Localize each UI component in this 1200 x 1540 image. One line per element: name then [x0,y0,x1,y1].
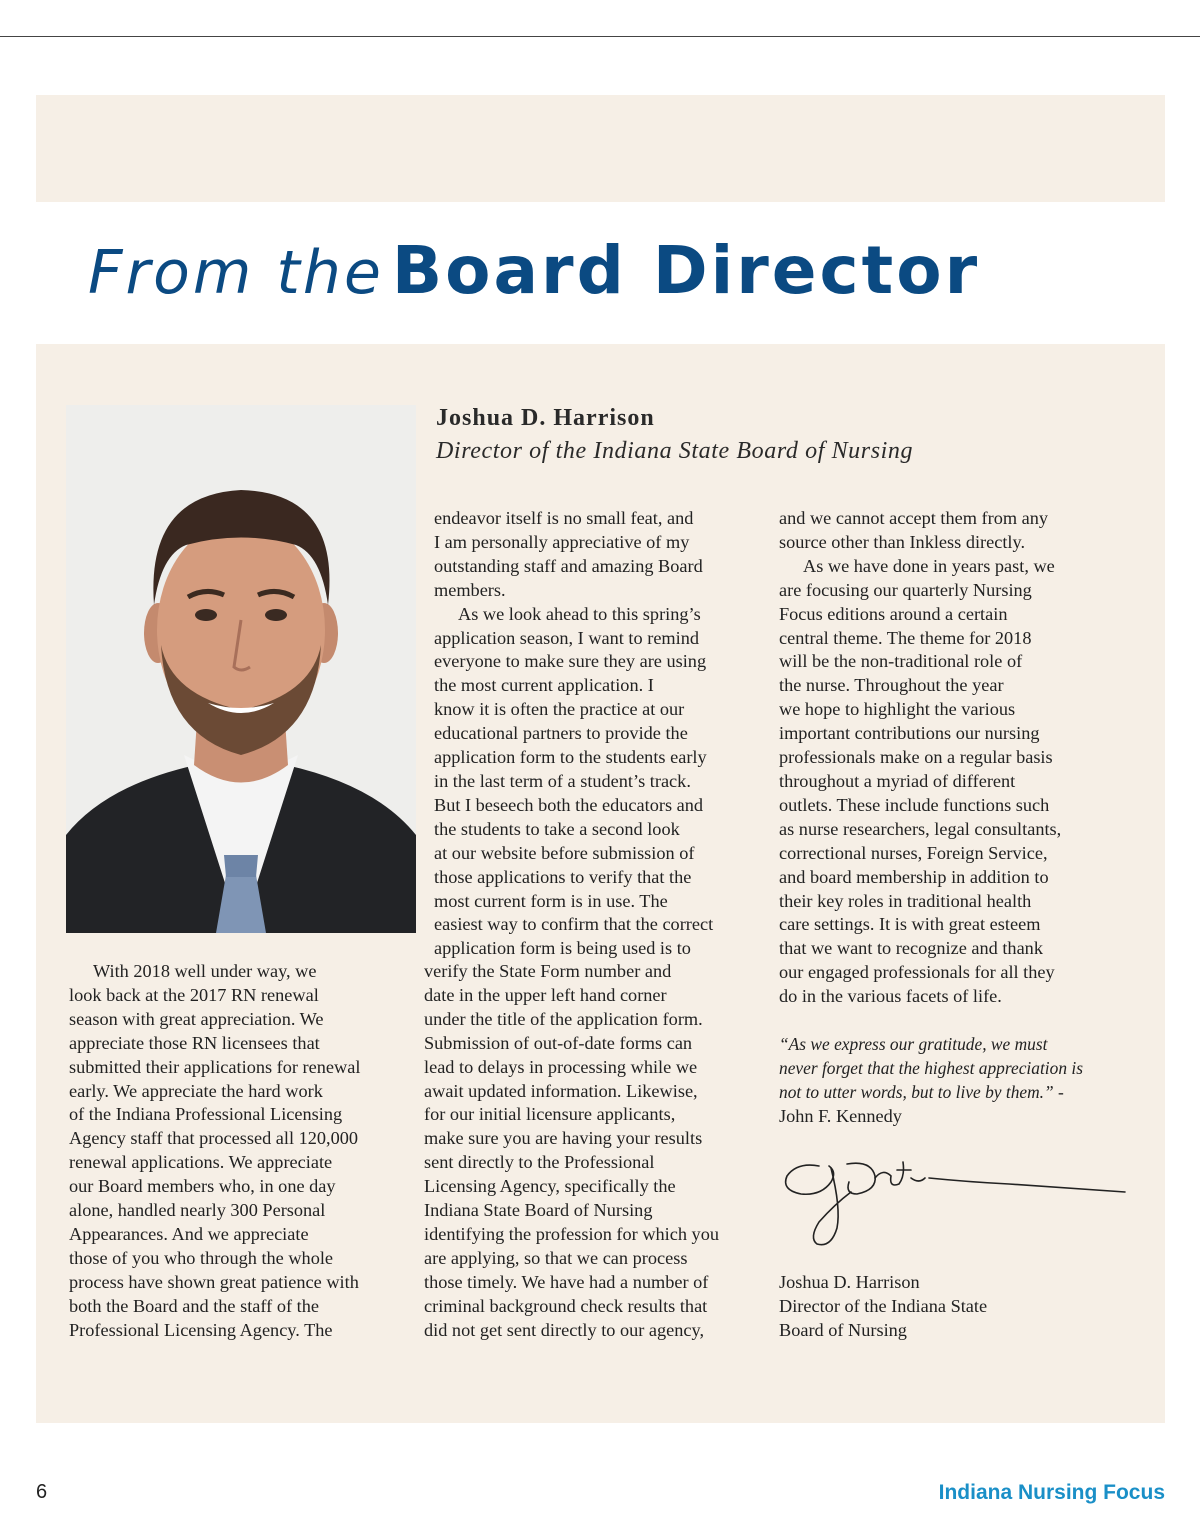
text-line: Submission of out-of-date forms can [424,1032,693,1053]
text-line: application season, I want to remind [434,627,700,648]
text-line: Appearances. And we appreciate [69,1223,309,1244]
text-line: endeavor itself is no small feat, and [434,508,694,528]
text-line: appreciate those RN licensees that [69,1032,320,1053]
text-line: will be the non-traditional role of [779,651,1023,672]
quote-block [779,1032,1124,1128]
signoff-name: Joshua D. Harrison [779,1272,920,1292]
signoff-title: Board of Nursing [779,1319,907,1340]
text-line: application form is being used is to [434,938,691,959]
text-line: outlets. These include functions such [779,794,1050,815]
article-column-2-top [434,507,774,961]
text-line: under the title of the application form. [424,1008,703,1029]
text-line: outstanding staff and amazing Board [434,555,703,576]
text-line: are applying, so that we can process [424,1247,688,1268]
text-line: correctional nurses, Foreign Service, [779,842,1048,863]
text-line: process have shown great patience with [69,1271,359,1292]
text-line: care settings. It is with great esteem [779,914,1041,935]
text-line: our engaged professionals for all they [779,962,1055,983]
text-line: Indiana State Board of Nursing [424,1200,653,1221]
text-line: the nurse. Throughout the year [779,675,1004,696]
text-line: in the last term of a student’s track. [434,770,691,791]
text-line: educational partners to provide the [434,723,688,744]
text-line: do in the various facets of life. [779,986,1002,1007]
text-line: await updated information. Likewise, [424,1080,698,1101]
text-line: lead to delays in processing while we [424,1056,698,1077]
text-line: those applications to verify that the [434,866,692,887]
page-title [88,232,1088,309]
text-line: As we have done in years past, we [803,555,1055,576]
text-line: that we want to recognize and thank [779,938,1043,959]
text-line: members. [434,579,506,600]
title-italic: From the [88,238,384,308]
text-line: But I beseech both the educators and [434,794,704,815]
text-line: those timely. We have had a number of [424,1271,709,1292]
text-line: Focus editions around a certain [779,603,1008,624]
page-number: 6 [36,1481,48,1503]
text-line: With 2018 well under way, we [93,961,317,981]
text-line: and board membership in addition to [779,866,1049,887]
text-line: source other than Inkless directly. [779,531,1026,552]
text-line: As we look ahead to this spring’s [458,603,701,624]
text-line: verify the State Form number and [424,961,672,981]
text-line: criminal background check results that [424,1295,708,1316]
text-line: know it is often the practice at our [434,699,685,720]
text-line: we hope to highlight the various [779,699,1016,720]
text-line: for our initial licensure applicants, [424,1104,676,1125]
byline-name: Joshua D. Harrison [436,405,655,431]
text-line: the most current application. I [434,675,654,696]
text-line: and we cannot accept them from any [779,508,1049,528]
quote-line: “As we express our gratitude, we must [779,1034,1048,1054]
text-line: Professional Licensing Agency. The [69,1319,333,1340]
text-line: Agency staff that processed all 120,000 [69,1128,359,1149]
publication-name: Indiana Nursing Focus [938,1481,1165,1504]
text-line: early. We appreciate the hard work [69,1080,323,1101]
text-line: as nurse researchers, legal consultants, [779,818,1062,839]
byline-role: Director of the Indiana State Board of Nursing [436,438,914,464]
text-line: those of you who through the whole [69,1247,334,1268]
text-line: central theme. The theme for 2018 [779,627,1032,648]
text-line: important contributions our nursing [779,723,1040,744]
text-line: both the Board and the staff of the [69,1295,319,1316]
quote-author: John F. Kennedy [779,1106,902,1126]
text-line: everyone to make sure they are using [434,651,707,672]
article-column-1 [69,960,414,1343]
signoff-title: Director of the Indiana State [779,1295,988,1316]
text-line: submitted their applications for renewal [69,1056,361,1077]
text-line: at our website before submission of [434,842,695,863]
text-line: application form to the students early [434,747,707,768]
quote-line: not to utter words, but to live by them.” - [779,1082,1064,1102]
text-line: most current form is in use. The [434,890,668,911]
text-line: are focusing our quarterly Nursing [779,579,1032,600]
text-line: their key roles in traditional health [779,890,1032,911]
text-line: look back at the 2017 RN renewal [69,984,319,1005]
text-line: did not get sent directly to our agency, [424,1319,705,1340]
article-column-2-bottom [424,960,770,1343]
signoff [779,1271,1119,1343]
text-line: season with great appreciation. We [69,1008,324,1029]
text-line: sent directly to the Professional [424,1152,655,1173]
text-line: the students to take a second look [434,818,680,839]
text-line: Licensing Agency, specifically the [424,1176,676,1197]
header-band [36,95,1165,202]
text-line: of the Indiana Professional Licensing [69,1104,343,1125]
author-photo [66,405,416,933]
text-line: renewal applications. We appreciate [69,1152,333,1173]
text-line: I am personally appreciative of my [434,531,690,552]
text-line: easiest way to confirm that the correct [434,914,714,935]
top-rule [0,36,1200,37]
article-column-3 [779,507,1119,1009]
text-line: date in the upper left hand corner [424,984,667,1005]
signature [779,1148,1129,1258]
text-line: throughout a myriad of different [779,770,1016,791]
text-line: identifying the profession for which you [424,1223,719,1244]
text-line: alone, handled nearly 300 Personal [69,1200,326,1221]
quote-line: never forget that the highest appreciation is [779,1058,1083,1078]
text-line: professionals make on a regular basis [779,747,1053,768]
title-bold: Board Director [391,232,981,309]
text-line: our Board members who, in one day [69,1176,336,1197]
text-line: make sure you are having your results [424,1128,703,1149]
